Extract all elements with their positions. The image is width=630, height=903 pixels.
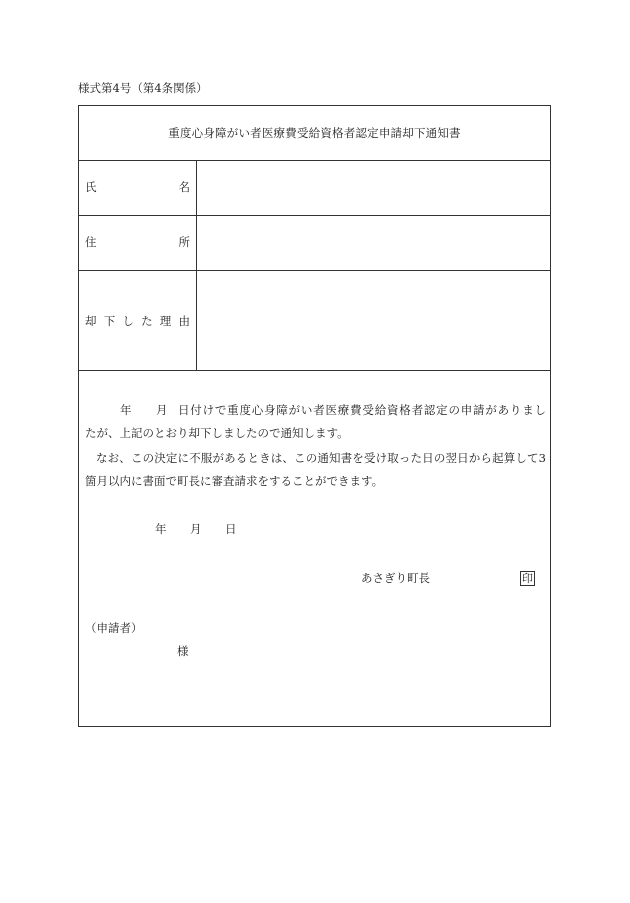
date-day: 日 <box>225 522 237 536</box>
address-label <box>85 235 190 249</box>
date-month: 月 <box>190 522 202 536</box>
document-title: 重度心身障がい者医療費受給資格者認定申請却下通知書 <box>168 125 461 140</box>
reason-value-cell <box>197 271 550 370</box>
applicant-honorific: 様 <box>177 644 189 658</box>
notice-year: 年 <box>120 403 132 417</box>
name-label <box>85 180 190 194</box>
notice-line-4: 箇月以内に書面で町長に審査請求をすることができます。 <box>85 474 384 488</box>
issuer-title: あさぎり町長 <box>361 571 430 585</box>
address-label-char: 住 <box>85 235 97 249</box>
reason-label-char: 下 <box>103 314 116 328</box>
date-year: 年 <box>155 522 167 536</box>
reason-label-char: 由 <box>178 314 190 328</box>
form-number: 様式第4号（第4条関係） <box>78 81 208 95</box>
address-value-cell <box>197 216 550 270</box>
applicant-label: （申請者） <box>85 621 143 635</box>
reason-label-char: し <box>122 314 134 328</box>
address-label-char: 所 <box>178 235 190 249</box>
reason-label-char: 理 <box>159 314 172 328</box>
name-label-char: 氏 <box>85 180 97 194</box>
reason-label <box>85 314 190 328</box>
seal-mark: 印 <box>522 572 533 585</box>
reason-label-char: 却 <box>85 314 97 328</box>
name-value-cell <box>197 161 550 215</box>
name-label-char: 名 <box>178 180 190 194</box>
notice-month: 月 <box>156 403 168 417</box>
notice-line-3: なお、この決定に不服があるときは、この通知書を受け取った日の翌日から起算して3 <box>96 451 546 465</box>
reason-label-char: た <box>141 314 153 328</box>
notice-line-1: 日付けで重度心身障がい者医療費受給資格者認定の申請がありまし <box>178 403 546 417</box>
notice-line-2: たが、上記のとおり却下しましたので通知します。 <box>85 426 349 440</box>
row-divider-reason <box>78 370 551 371</box>
